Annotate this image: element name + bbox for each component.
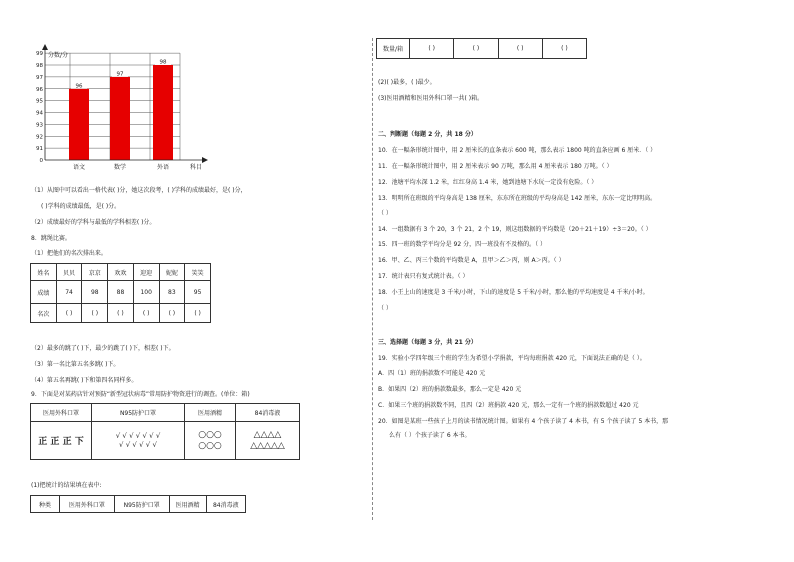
supply-header: 医用酒精 (185, 404, 236, 422)
choice-option-b[interactable]: B．如果四（2）班的捐款数最多，那么一定是 420 元 (378, 386, 522, 393)
score-cell: 83 (159, 281, 185, 304)
judge-answer-blank[interactable]: （ ） (378, 210, 392, 217)
rank-label: 名次 (31, 304, 57, 323)
name-cell: 笑笑 (185, 264, 211, 281)
judge-question: 16．甲、乙、丙三个数的平均数是 A，且甲＞乙＞丙，则 A＞丙。（ ） (378, 257, 565, 264)
section-2-title: 二、判断题（每题 2 分，共 18 分） (378, 131, 477, 138)
score-cell: 95 (185, 281, 211, 304)
question-8-2: （2）最多的跳了( )下，最少的跳了( )下，相差( )下。 (31, 345, 175, 352)
fill-note: (1)把统计的结果填在表中: (31, 482, 102, 489)
result-header: 种类 (31, 496, 60, 513)
tally-marks: 正 正 正 下 (31, 422, 92, 460)
name-cell: 京京 (82, 264, 108, 281)
question-9-2: (2)( )最多，( )最少。 (378, 79, 436, 86)
supply-header: 84消毒液 (236, 404, 300, 422)
column-divider (372, 38, 373, 520)
y-tick-label: 94 (36, 110, 43, 117)
names-label: 姓名 (31, 264, 57, 281)
chart-bars (69, 58, 173, 160)
result-header: N95防护口罩 (114, 496, 169, 513)
count-label: 数量/箱 (377, 39, 410, 59)
rank-blank[interactable]: ( ) (159, 304, 185, 323)
question-8-title: 8．跳绳比赛。 (31, 235, 71, 242)
supply-table (30, 403, 300, 460)
choice-question-20: 20．如图是某班一些孩子上月的读书情况统计图。如果有 4 个孩子读了 4 本书，有 5 个孩子读了 5 本书，那 (378, 418, 669, 425)
count-blank[interactable]: ( ) (498, 39, 542, 59)
bar (110, 77, 130, 160)
name-cell: 迎迎 (133, 264, 159, 281)
section-3-title: 三、选择题（每题 3 分，共 21 分） (378, 339, 477, 346)
name-cell: 贝贝 (56, 264, 82, 281)
count-table (376, 38, 587, 59)
bar (153, 65, 173, 160)
result-header: 84消毒液 (206, 496, 245, 513)
question-8-1: （1）把他们的名次排出来。 (31, 250, 107, 257)
judge-question: 11．在一幅条形统计图中，用 2 厘米表示 90 万吨，那么用 4 厘米表示 180 万吨。（ ） (378, 163, 613, 170)
question-8-3: （3）第一名比第五名多跳( )下。 (31, 361, 120, 368)
judge-question: 14．一组数据有 3 个 20，3 个 21，2 个 19，则这组数据的平均数是（20＋21＋19）÷3＝20。（ ） (378, 226, 652, 233)
circles-row: ○○○ (198, 429, 222, 440)
y-tick-label: 99 (36, 51, 43, 58)
bar (69, 89, 89, 160)
checkmarks-row: √ √ √ √ √ √ (119, 440, 157, 449)
rank-blank[interactable]: ( ) (56, 304, 82, 323)
x-axis-label: 科目 (190, 164, 203, 171)
question-9-title: 9．下面是对某药店针对预防“新型冠状病毒”常用防护物资进行的调查。(单位：箱) (31, 391, 250, 398)
judge-question: 10．在一幅条形统计图中，用 2 厘米长的直条表示 600 吨，那么表示 1800 吨的直条应画 6 厘米．（ ） (378, 147, 657, 154)
y-tick-label: 96 (36, 86, 43, 93)
y-tick-label: 95 (36, 98, 43, 105)
y-tick-label: 92 (36, 134, 43, 141)
y-tick-label: 91 (36, 146, 43, 153)
supply-header: 医用外科口罩 (31, 404, 92, 422)
y-tick-label: 98 (36, 63, 43, 69)
checkmarks-row: √ √ √ √ √ √ √ (115, 431, 161, 440)
judge-question: 13．明明所在班级的平均身高是 138 厘米，东东所在班级的平均身高是 142 厘米，东东一定比明明高。 (378, 195, 657, 202)
judge-question: 18．小王上山的速度是 3 千米/小时，下山的速度是 5 千米/小时，那么他的平均速度是 4 千米/小时。 (378, 289, 649, 296)
rope-table (30, 263, 211, 323)
y-axis-label: 分数/分 (48, 52, 69, 59)
rank-blank[interactable]: ( ) (108, 304, 134, 323)
y-tick-label: 0 (39, 158, 43, 164)
count-blank[interactable]: ( ) (410, 39, 454, 59)
triangles-row: △△△△△ (250, 440, 285, 451)
triangles-row: △△△△ (253, 429, 282, 440)
name-cell: 妮妮 (159, 264, 185, 281)
result-header: 医用酒精 (169, 496, 206, 513)
question-7-1-cont: ( )学科的成绩最低，是( )分。 (41, 203, 121, 210)
rank-blank[interactable]: ( ) (133, 304, 159, 323)
x-tick-label: 语文 (72, 164, 86, 171)
rank-blank[interactable]: ( ) (82, 304, 108, 323)
data-label: 98 (159, 59, 167, 66)
scores-label: 成绩 (31, 281, 57, 304)
y-axis-arrow (42, 44, 48, 50)
circles-row: ○○○ (198, 440, 222, 451)
rank-blank[interactable]: ( ) (185, 304, 211, 323)
bar-chart (30, 44, 220, 176)
question-7-2: （2）成绩最好的学科与最低的学科相差( )分。 (31, 219, 156, 226)
question-9-3: (3)医用酒精和医用外科口罩一共( )箱。 (378, 95, 484, 102)
judge-question: 15．四一班的数学平均分是 92 分，四一班没有不及格的。（ ） (378, 241, 546, 248)
question-7-1: （1）从图中可以看出一格代表( )分，她这次段考，( )学科的成绩最好，是( )分， (31, 187, 247, 194)
question-8-4: （4）第五名再跳( )下和第四名同样多。 (31, 377, 138, 384)
name-cell: 欢欢 (108, 264, 134, 281)
y-tick-label: 97 (36, 74, 43, 81)
x-axis-arrow (202, 157, 208, 163)
choice-question-20-cont: 么有（ ）个孩子读了 6 本书。 (389, 432, 471, 439)
judge-answer-blank[interactable]: （ ） (378, 305, 392, 312)
result-table (30, 495, 246, 513)
choice-question-19: 19．实验小学四年级三个班的学生为希望小学捐款，平均每班捐款 420 元，下面说法正确的是（ ）。 (378, 355, 646, 362)
score-cell: 74 (56, 281, 82, 304)
x-tick-label: 外语 (156, 164, 170, 171)
score-cell: 98 (82, 281, 108, 304)
count-blank[interactable]: ( ) (542, 39, 586, 59)
count-blank[interactable]: ( ) (454, 39, 498, 59)
score-cell: 88 (108, 281, 134, 304)
supply-header: N95防护口罩 (92, 404, 185, 422)
chart-ticks (36, 51, 44, 164)
result-header: 医用外科口罩 (60, 496, 115, 513)
choice-option-c[interactable]: C．如果三个班的捐款数不同，且四（2）班捐款 420 元，那么一定有一个班的捐款数超过 420 元 (378, 402, 639, 409)
judge-question: 17．统计表只有复式统计表。（ ） (378, 273, 469, 280)
data-label: 96 (75, 83, 83, 90)
y-tick-label: 93 (36, 122, 43, 129)
x-tick-label: 数学 (113, 164, 127, 171)
judge-question: 12．池塘平均水深 1.2 米，红红身高 1.4 米，她到池塘下水玩一定没有危险。（ ） (378, 179, 598, 186)
data-label: 97 (116, 71, 124, 78)
choice-option-a[interactable]: A．四（1）班的捐款数不可能是 420 元 (378, 370, 486, 377)
chart-cats (73, 163, 169, 171)
score-cell: 100 (133, 281, 159, 304)
